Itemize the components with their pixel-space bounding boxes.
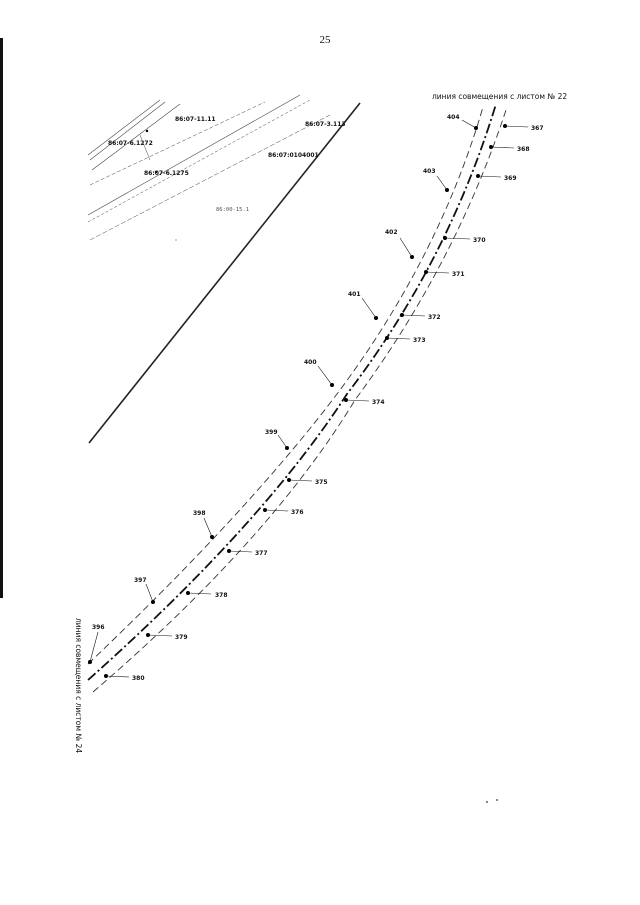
- point-370: [443, 236, 486, 244]
- leader-line: [106, 676, 129, 677]
- point-label: 380: [132, 675, 145, 682]
- point-378: [186, 591, 228, 599]
- point-400: [304, 359, 334, 387]
- page-number: 25: [319, 34, 331, 46]
- point-label: 370: [473, 237, 486, 244]
- point-label: 400: [304, 359, 317, 366]
- point-374: [344, 398, 385, 406]
- scan-speck: [175, 239, 176, 240]
- leader-line: [318, 366, 332, 385]
- point-label: 403: [423, 168, 436, 175]
- point-label: 379: [175, 634, 188, 641]
- leader-line: [278, 435, 287, 448]
- point-label: 377: [255, 550, 268, 557]
- leader-line: [462, 120, 476, 128]
- corridor-right-boundary: [93, 110, 506, 692]
- point-label: 398: [193, 510, 206, 517]
- scan-speck: [486, 801, 488, 803]
- cadastral-label: 86:07-6.1275: [144, 170, 189, 177]
- leader-line: [400, 238, 412, 257]
- match-line-top-label: линия совмещения с листом № 22: [432, 92, 568, 101]
- parcel-line: [90, 115, 330, 240]
- point-397: [134, 577, 155, 604]
- leader-line: [90, 632, 98, 662]
- point-368: [489, 145, 530, 153]
- leader-line: [229, 551, 252, 552]
- cadastral-label: 86:00-15.1: [216, 207, 250, 213]
- point-label: 378: [215, 592, 228, 599]
- leader-line: [265, 510, 288, 511]
- point-label: 402: [385, 229, 398, 236]
- point-404: [447, 114, 478, 130]
- point-398: [193, 510, 214, 539]
- point-label: 371: [452, 271, 465, 278]
- match-line-left-label: линия совмещения с листом № 24: [74, 618, 83, 754]
- cadastral-label: 86:07-6.1272: [108, 140, 153, 147]
- survey-point: [146, 130, 148, 132]
- corridor: [88, 104, 506, 692]
- point-label: 396: [92, 624, 105, 631]
- point-376: [263, 508, 304, 516]
- leader-line: [362, 298, 376, 318]
- parcel-line: [92, 104, 180, 170]
- point-401: [348, 291, 378, 320]
- right-boundary-points: [104, 124, 544, 682]
- point-372: [400, 313, 441, 321]
- leader-line: [491, 147, 514, 148]
- cadastral-label: 86:07:0104001: [268, 152, 319, 159]
- cadastral-area: [88, 95, 360, 443]
- point-399: [265, 429, 289, 450]
- leader-line: [289, 480, 312, 481]
- point-396: [88, 624, 105, 664]
- point-label: 399: [265, 429, 278, 436]
- point-label: 369: [504, 175, 517, 182]
- point-371: [424, 270, 465, 278]
- point-label: 372: [428, 314, 441, 321]
- point-377: [227, 549, 268, 557]
- point-373: [385, 336, 426, 344]
- point-label: 401: [348, 291, 361, 298]
- parcel-line: [90, 102, 165, 160]
- leader-line: [445, 238, 470, 239]
- corridor-left-boundary: [88, 107, 483, 664]
- point-label: 376: [291, 509, 304, 516]
- scan-speck: [496, 799, 498, 801]
- leader-line: [204, 518, 212, 537]
- point-label: 397: [134, 577, 147, 584]
- parcel-line: [140, 135, 150, 160]
- point-367: [503, 124, 544, 132]
- point-label: 375: [315, 479, 328, 486]
- leader-line: [437, 176, 447, 190]
- point-label: 374: [372, 399, 385, 406]
- point-379: [146, 633, 188, 641]
- corridor-axis: [88, 104, 496, 680]
- point-label: 373: [413, 337, 426, 344]
- leader-line: [387, 338, 410, 339]
- cadastral-label: 86:07-11.11: [175, 116, 216, 123]
- leader-line: [148, 635, 172, 636]
- point-402: [385, 229, 414, 259]
- point-label: 368: [517, 146, 530, 153]
- cadastral-label: 86:07-3.113: [305, 121, 346, 128]
- leader-line: [402, 315, 425, 316]
- leader-line: [146, 584, 153, 602]
- point-403: [423, 168, 449, 192]
- point-label: 367: [531, 125, 544, 132]
- leader-line: [505, 126, 528, 127]
- boundary-line-long: [89, 103, 360, 443]
- leader-line: [346, 400, 369, 401]
- leader-line: [426, 272, 449, 273]
- point-label: 404: [447, 114, 460, 121]
- point-375: [287, 478, 328, 486]
- point-380: [104, 674, 145, 682]
- left-boundary-points: [88, 114, 478, 664]
